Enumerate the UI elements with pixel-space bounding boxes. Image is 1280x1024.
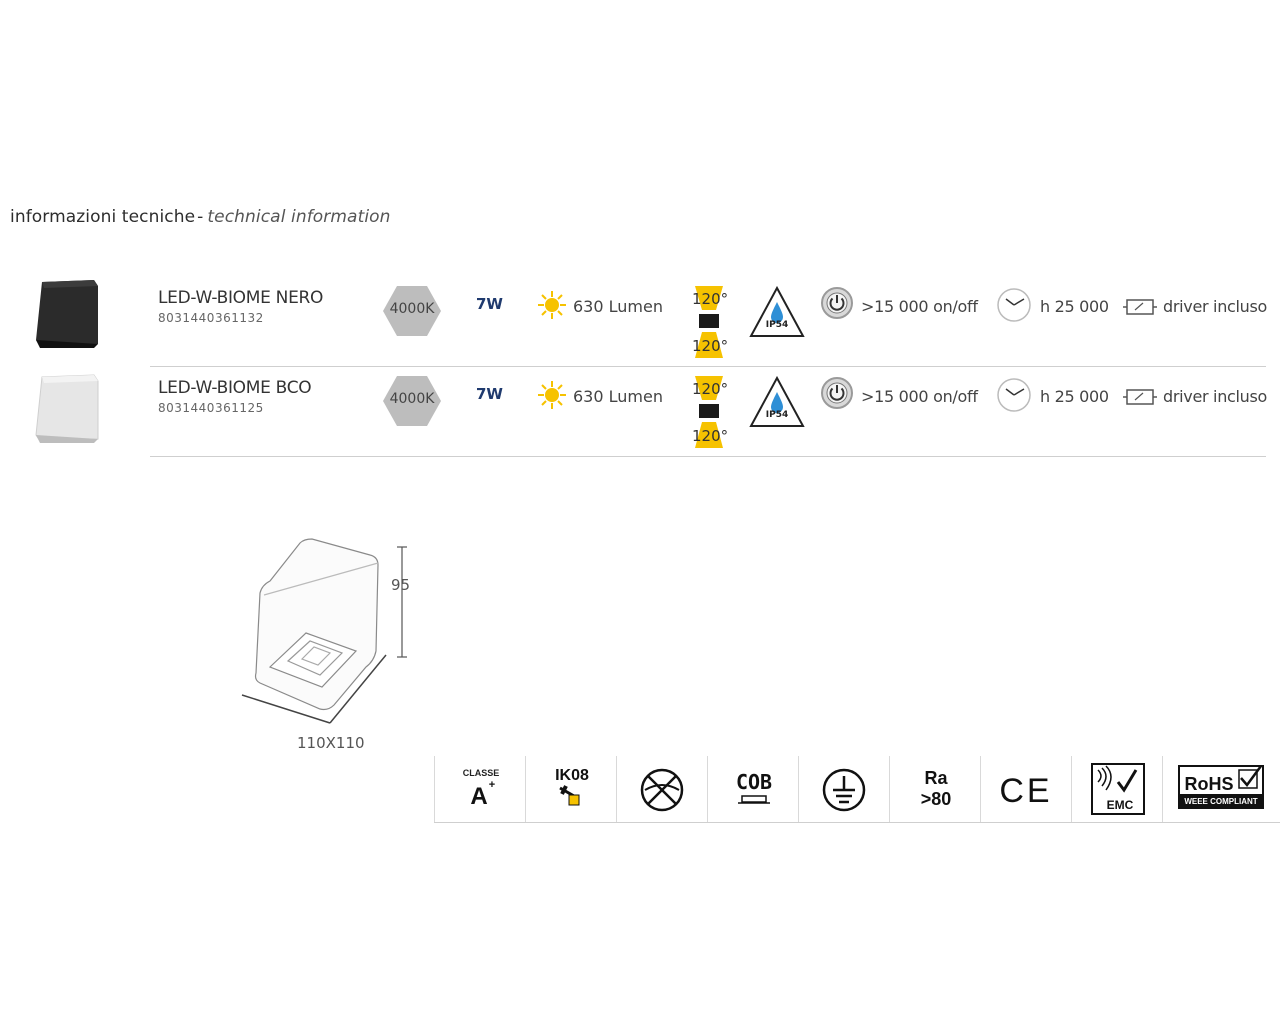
power-value: 7W [476, 295, 503, 313]
product-code: 8031440361125 [158, 401, 264, 415]
ip-rating-icon [749, 286, 805, 338]
clock-icon [996, 287, 1032, 323]
emc-label: EMC [1106, 798, 1134, 812]
product-image-black [32, 278, 102, 348]
ik08-icon [525, 756, 617, 822]
certification-strip [434, 756, 1280, 823]
beam-angle-up: 120° [692, 380, 729, 398]
base-dimension: 110X110 [297, 734, 365, 752]
driver-included: driver incluso [1163, 297, 1268, 316]
emc-icon [1071, 756, 1163, 822]
driver-icon [1123, 388, 1157, 406]
product-name: LED-W-BIOME NERO [158, 288, 324, 308]
sun-icon [537, 380, 567, 410]
lumen-value: 630 Lumen [573, 297, 663, 316]
energy-class-letter: A [470, 783, 488, 810]
ip-rating-value: IP54 [765, 320, 789, 330]
ik08-label: IK08 [555, 767, 589, 784]
row-divider [150, 366, 1266, 367]
ra-icon [889, 756, 981, 822]
beam-angle-diagram [692, 376, 729, 452]
height-dimension: 95 [391, 576, 411, 594]
product-image-white [32, 373, 102, 443]
heading-english: technical information [207, 207, 391, 227]
rohs-label: RoHS [1184, 774, 1234, 794]
switching-cycles: >15 000 on/off [861, 297, 978, 316]
driver-icon [1123, 298, 1157, 316]
cct-badge [383, 286, 441, 336]
lumen-value: 630 Lumen [573, 387, 663, 406]
no-insulation-cover-icon [616, 756, 708, 822]
power-value: 7W [476, 385, 503, 403]
product-row [0, 368, 1280, 458]
power-cycles-icon [820, 376, 854, 410]
dimension-drawing [230, 535, 430, 735]
lifetime-hours: h 25 000 [1040, 387, 1109, 406]
driver-included: driver incluso [1163, 387, 1268, 406]
ip-rating-icon [749, 376, 805, 428]
weee-label: WEEE COMPLIANT [1184, 797, 1258, 806]
energy-class-icon [434, 756, 526, 822]
section-heading [10, 207, 391, 227]
power-cycles-icon [820, 286, 854, 320]
product-name: LED-W-BIOME BCO [158, 378, 312, 398]
cct-value: 4000K [389, 301, 435, 317]
heading-separator: - [197, 207, 204, 227]
product-code: 8031440361132 [158, 311, 264, 325]
ra-label: Ra [924, 768, 948, 788]
energy-class-plus: + [488, 779, 496, 791]
ce-icon [980, 756, 1072, 822]
clock-icon [996, 377, 1032, 413]
lifetime-hours: h 25 000 [1040, 297, 1109, 316]
cob-icon [707, 756, 799, 822]
row-divider [150, 456, 1266, 457]
ce-label: CE [999, 772, 1053, 810]
switching-cycles: >15 000 on/off [861, 387, 978, 406]
heading-italian: informazioni tecniche [10, 207, 196, 227]
beam-angle-diagram [692, 286, 729, 362]
beam-angle-down: 120° [692, 337, 729, 355]
energy-class-label: CLASSE [462, 768, 500, 778]
cob-label: COB [735, 770, 773, 794]
cct-value: 4000K [389, 391, 435, 407]
beam-angle-down: 120° [692, 427, 729, 445]
ip-rating-value: IP54 [765, 410, 789, 420]
ground-icon [798, 756, 890, 822]
cct-badge [383, 376, 441, 426]
sun-icon [537, 290, 567, 320]
beam-angle-up: 120° [692, 290, 729, 308]
ra-value: >80 [920, 789, 952, 809]
product-row [0, 278, 1280, 368]
rohs-icon [1162, 756, 1258, 822]
